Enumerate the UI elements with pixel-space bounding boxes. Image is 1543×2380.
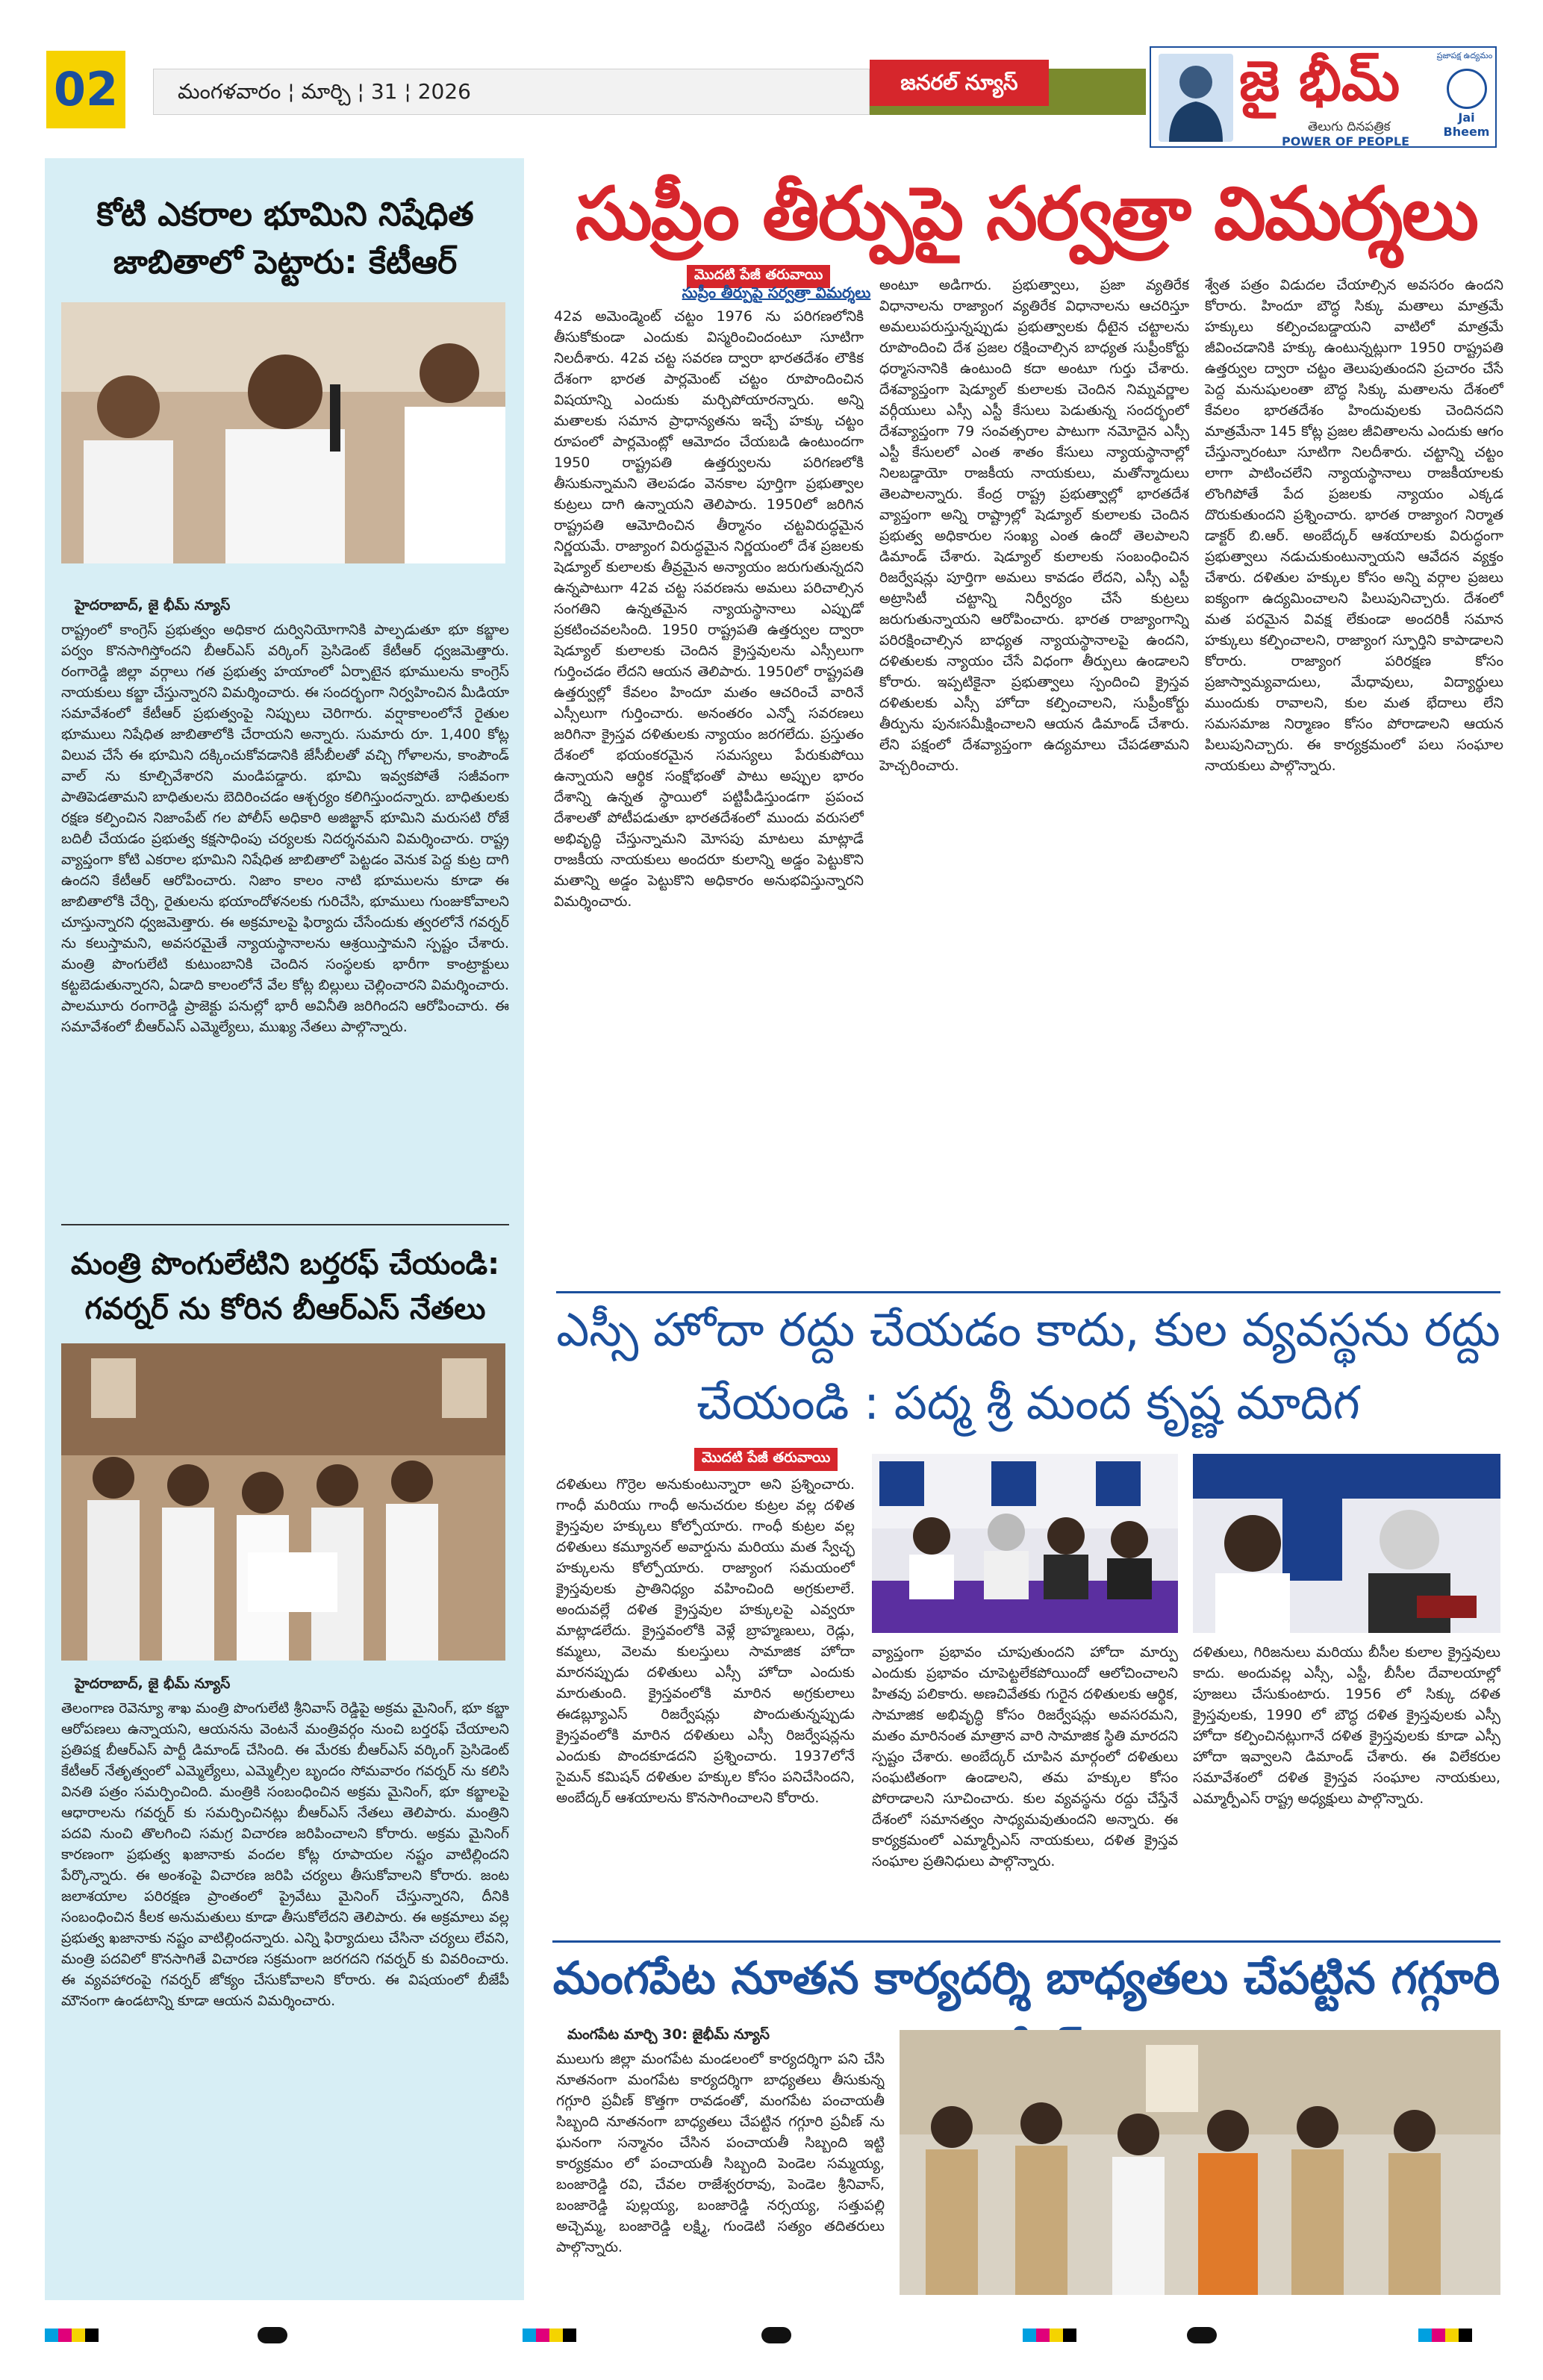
- mangapeta-headline: మంగపేట నూతన కార్యదర్శి బాధ్యతలు చేపట్టిన గగ్గూరి: [552, 1940, 1500, 2012]
- sc-article-col-1: దళితులు గొర్రెల అనుకుంటున్నారా అని ప్రశ్నించారు. గాంధీ మరియు గాంధీ అనుచరుల కుట్రల వల్ల దళిత క్రైస్తవుల హక్కులు కోల్పోయారు. గాంధీ కుట్రల వల్ల దళితులు కమ్యూనల్ అవార్డును మరియు మత స్వేచ్ఛ హక్కులను కోల్పోయారు. రాజ్యాంగ సమయంలో క్రైస్తవులకు ప్రాతినిధ్యం వహించింది అగ్రకులాలే. అందువల్లే దళిత క్రైస్తవుల హక్కులపై ఎవ్వరూ మాట్లాడలేదు. క్రైస్తవంలోకి వెళ్లే బ్రాహ్మణులు, రెడ్లు, కమ్మలు, వెలమ కులస్తులు సామాజిక హోదా మారనప్పుడు దళితులు ఎస్సీ హోదా ఎందుకు మారుతుంది. క్రైస్తవంలోకి మారిన అగ్రకులాలు ఈడబ్ల్యూఎస్ రిజర్వేషన్లు పొందుతున్నప్పుడు క్రైస్తవంలోకి మారిన దళితులు ఎస్సీ రిజర్వేషన్లను ఎందుకు పొందకూడదని ప్రశ్నించారు. 1937లోనే సైమన్ కమిషన్ దళితుల హక్కుల కోసం పనిచేసిందని, అంబేద్కర్ ఆశయాలను కొనసాగించాలని కోరారు.: [556, 1476, 855, 1806]
- masthead-english: POWER OF PEOPLE: [1282, 134, 1410, 149]
- side-article-1-byline: హైదరాబాద్, జై భీమ్ న్యూస్: [75, 597, 231, 613]
- masthead-top-small: ప్రజాపక్ష ఉద్యమం: [1436, 51, 1493, 60]
- logo-circle-icon: [1447, 69, 1487, 109]
- registration-marks: [1418, 2329, 1472, 2342]
- masthead-tagline: తెలుగు దినపత్రిక: [1308, 119, 1391, 134]
- registration-marks: [1023, 2329, 1076, 2342]
- continued-label: మొదటి పేజీ తరువాయి: [687, 265, 830, 288]
- divider: [61, 1224, 509, 1225]
- sc-article-col-3: దళితులు, గిరిజనులు మరియు బీసీల కులాల క్రైస్తవులు కాదు. అందువల్ల ఎస్సీ, ఎస్టీ, బీసీల దేవాలయాల్లో పూజలు చేసుకుంటారు. 1956 లో సిక్కు దళిత క్రైస్తవులకు, 1990 లో బౌద్ధ దళిత క్రైస్తవులకు ఎస్సీ హోదా కల్పించినట్లుగానే దళిత క్రైస్తవులకు కూడా ఎస్సీ హోదా ఇవ్వాలని డిమాండ్ చేశారు. ఈ విలేకరుల సమావేశంలో దళిత క్రైస్తవ సంఘాల నాయకులు, ఎమ్మార్పీఎస్ రాష్ట్ర అధ్యక్షులు పాల్గొన్నారు.: [1193, 1644, 1500, 1807]
- section-label: జనరల్ న్యూస్: [870, 60, 1049, 106]
- date-line: మంగళవారం ¦ మార్చి ¦ 31 ¦ 2026: [153, 69, 870, 115]
- jai-bheem-logo: [1438, 52, 1494, 139]
- crop-mark: [1187, 2327, 1217, 2343]
- side-article-2-byline: హైదరాబాద్, జై భీమ్ న్యూస్: [75, 1675, 231, 1692]
- mangapeta-byline: మంగపేట మార్చి 30: జైభీమ్ న్యూస్: [567, 2026, 770, 2043]
- side-article-1-body: రాష్ట్రంలో కాంగ్రెస్ ప్రభుత్వం అధికార దుర్వినియోగానికి పాల్పడుతూ భూ కబ్జాల పర్వం కొనసాగిస్తోందని బీఆర్ఎస్ వర్కింగ్ ప్రెసిడెంట్ కేటీఆర్ ధ్వజమెత్తారు. రంగారెడ్డి జిల్లా వర్గాలు గత ప్రభుత్వ హయాంలో ఏర్పాటైన భూములను కాంగ్రెస్ నాయకులు కబ్జా చేస్తున్నారని విమర్శించారు. ఈ సందర్భంగా నిర్వహించిన మీడియా సమావేశంలో కేటీఆర్ ప్రభుత్వంపై నిప్పులు చెరిగారు. వర్షాకాలంలోనే రైతుల భూములు నిషేధిత జాబితాలోకి చేరాయని అన్నారు. సుమారు రూ. 1,400 కోట్ల విలువ చేసే ఈ భూమిని దక్కించుకోవడానికి జేసీబీలతో వచ్చి గోళాలను, కాంపౌండ్ వాల్ ను కూల్చివేశారని మండిపడ్డారు. భూమి ఇవ్వకపోతే సజీవంగా పాతిపెడతామని బాధితులను బెదిరించడం ఆశ్చర్యం కలిగిస్తుందన్నారు. బాధితులకు రక్షణ కల్పించిన నిజాంపేట్ గల పోలీస్ అధికారి అజిజ్ఖాన్ భూమిని మరుసటి రోజే బదిలీ చేయడం ప్రభుత్వ కక్షసాధింపు చర్యలకు నిదర్శనమని విమర్శించారు. రాష్ట్ర వ్యాప్తంగా కోటి ఎకరాల భూమిని నిషేధిత జాబితాలో పెట్టడం వెనుక పెద్ద కుట్ర దాగి ఉందని కేటీఆర్ ఆరోపించారు. నిజాం కాలం నాటి భూములను కూడా ఈ జాబితాలోకి చేర్చి, రైతులను భయాందోళనలకు గురిచేసి, భూములు గుంజుకోవాలని చూస్తున్నారని ధ్వజమెత్తారు. ఈ అక్రమాలపై ఫిర్యాదు చేసేందుకు త్వరలోనే గవర్నర్ ను కలుస్తామని, అవసరమైతే న్యాయస్థానాలను ఆశ్రయిస్తామని స్పష్టం చేశారు. మంత్రి పొంగులేటి కుటుంబానికి చెందిన సంస్థలకు భారీగా కాంట్రాక్టులు కట్టబెడుతున్నారని, ఏడాది కాలంలోనే వేల కోట్ల బిల్లులు చెల్లించారని విమర్శించారు. పాలమూరు రంగారెడ్డి ప్రాజెక్టు పనుల్లో భారీ అవినీతి జరిగిందని ఆరోపించారు. ఈ సమావేశంలో బీఆర్ఎస్ ఎమ్మెల్యేలు, ముఖ్య నేతలు పాల్గొన్నారు.: [61, 622, 509, 1035]
- mangapeta-felicitation-photo: [900, 2030, 1500, 2295]
- page-number: 02: [46, 51, 125, 128]
- side-article-2-body: తెలంగాణ రెవెన్యూ శాఖ మంత్రి పొంగులేటి శ్రీనివాస్ రెడ్డిపై అక్రమ మైనింగ్, భూ కబ్జా ఆరోపణలు ఉన్నాయని, ఆయనను వెంటనే మంత్రివర్గం నుంచి బర్తరఫ్ చేయాలని ప్రతిపక్ష బీఆర్ఎస్ పార్టీ డిమాండ్ చేసింది. ఈ మేరకు బీఆర్ఎస్ వర్కింగ్ ప్రెసిడెంట్ కేటీఆర్ నేతృత్వంలో ఎమ్మెల్యేలు, ఎమ్మెల్సీల బృందం సోమవారం గవర్నర్ ను కలిసి వినతి పత్రం సమర్పించింది. మంత్రికి సంబంధించిన అక్రమ మైనింగ్, భూ కబ్జాలపై ఆధారాలను గవర్నర్ కు సమర్పించినట్లు బీఆర్ఎస్ నేతలు తెలిపారు. మంత్రిని పదవి నుంచి తొలగించి సమగ్ర విచారణ జరిపించాలని కోరారు. అక్రమ మైనింగ్ కారణంగా ప్రభుత్వ ఖజానాకు వందల కోట్ల రూపాయల నష్టం వాటిల్లిందని పేర్కొన్నారు. ఈ అంశంపై విచారణ జరిపి చర్యలు తీసుకోవాలని కోరారు. జంట జలాశయాల పరిరక్షణ ప్రాంతంలో ప్రైవేటు మైనింగ్ చేస్తున్నారని, దీనికి సంబంధించిన కీలక అనుమతులు కూడా తీసుకోలేదని తెలిపారు. ఈ అక్రమాలు వల్ల ప్రభుత్వ ఖజానాకు నష్టం వాటిల్లిందన్నారు. ఎన్ని ఫిర్యాదులు చేసినా చర్యలు లేవని, మంత్రి పదవిలో కొనసాగితే విచారణ సక్రమంగా జరగదని గవర్నర్ కు వివరించారు. ఈ వ్యవహారంపై గవర్నర్ జోక్యం చేసుకోవాలని కోరారు. ఈ విషయంలో బీజేపీ మౌనంగా ఉండటాన్ని కూడా ఆయన విమర్శించారు.: [61, 1700, 509, 2009]
- sc-continued-label: మొదటి పేజీ తరువాయి: [694, 1448, 838, 1471]
- brs-governor-photo: [61, 1343, 505, 1661]
- side-article-2-headline: మంత్రి పొంగులేటిని బర్తరఫ్ చేయండి: గవర్నర్ ను కోరిన బీఆర్ఎస్ నేతలు: [70, 1247, 500, 1326]
- ambedkar-portrait: [1159, 54, 1233, 142]
- press-club-photo-1: [872, 1454, 1178, 1633]
- sc-article-headline: ఎస్సీ హోదా రద్దు చేయడం కాదు, కుల వ్యవస్థను రద్దు చేయండి : పద్మ శ్రీ మంద కృష్ణ మాదిగ: [556, 1291, 1500, 1440]
- main-article-col-3: శ్వేత పత్రం విడుదల చేయాల్సిన అవసరం ఉందని కోరారు. హిందూ బౌద్ధ సిక్కు మతాలు మాత్రమే హక్కులు కల్పించబడ్డాయని వాటిలో మాత్రమే జీవించడానికి హక్కు ఉంటున్నట్లుగా 1950 రాష్ట్రపతి ఉత్తర్వుల ద్వారా చట్టం తెలుపుతుందని ప్రచారం చేసే పెద్ద మనుషులంతా బౌద్ధ సిక్కు మతాలను దేశంలో కేవలం భారతదేశం హిందువులకు చెందినదని మాత్రమేనా 145 కోట్ల ప్రజల జీవితాలను ఎందుకు ఆగం చేస్తున్నారంటూ సూటిగా నిలదీశారు. చట్టాన్ని చట్టం లాగా పాటించలేని న్యాయస్థానాలు రాజకీయాలకు లొంగిపోతే పేద ప్రజలకు న్యాయం ఎక్కడ దొరుకుతుందని ప్రశ్నించారు. భారత రాజ్యాంగ నిర్మాత డాక్టర్ బి.ఆర్. అంబేద్కర్ ఆశయాలకు విరుద్ధంగా ప్రభుత్వాలు నడుచుకుంటున్నాయని ఆవేదన వ్యక్తం చేశారు. దళితుల హక్కుల కోసం అన్ని వర్గాల ప్రజలు ఐక్యంగా ఉద్యమించాలని పిలుపునిచ్చారు. దేశంలో మత పరమైన వివక్ష లేకుండా అందరికీ సమాన హక్కులు కల్పించాలని, రాజ్యాంగ స్ఫూర్తిని కాపాడాలని కోరారు. రాజ్యాంగ పరిరక్షణ కోసం ప్రజాస్వామ్యవాదులు, మేధావులు, విద్యార్థులు ముందుకు రావాలని, కుల మత భేదాలు లేని సమసమాజ నిర్మాణం కోసం పోరాడాలని ఆయన పిలుపునిచ్చారు. ఈ కార్యక్రమంలో పలు సంఘాల నాయకులు పాల్గొన్నారు.: [1205, 277, 1503, 774]
- masthead: [1150, 46, 1497, 148]
- registration-marks: [45, 2329, 99, 2342]
- crop-mark: [761, 2327, 791, 2343]
- sc-article-col-2: వ్యాప్తంగా ప్రభావం చూపుతుందని హోదా మార్పు ఎందుకు ప్రభావం చూపెట్టలేకపోయిందో ఆలోచించాలని హితవు పలికారు. అణచివేతకు గురైన దళితులకు ఆర్థిక, సామాజిక అభివృద్ధి కోసం రిజర్వేషన్లు అవసరమని, మతం మారినంత మాత్రాన వారి సామాజిక స్థితి మారదని స్పష్టం చేశారు. అంబేద్కర్ చూపిన మార్గంలో దళితులు సంఘటితంగా ఉండాలని, తమ హక్కుల కోసం పోరాడాలని సూచించారు. కుల వ్యవస్థను రద్దు చేస్తేనే దేశంలో సమానత్వం సాధ్యమవుతుందని అన్నారు. ఈ కార్యక్రమంలో ఎమ్మార్పీఎస్ నాయకులు, దళిత క్రైస్తవ సంఘాల ప్రతినిధులు పాల్గొన్నారు.: [872, 1644, 1178, 1870]
- logo-text: Jai Bheem: [1443, 110, 1490, 139]
- crop-mark: [258, 2327, 287, 2343]
- side-article-1-headline: కోటి ఎకరాల భూమిని నిషేధిత జాబితాలో పెట్టారు: కేటీఆర్: [96, 196, 474, 281]
- main-article-col-1: 42వ అమెండ్మెంట్ చట్టం 1976 ను పరిగణలోనికి తీసుకోకుండా ఎందుకు విస్మరించిందంటూ సూటిగా నిలదీశారు. 42వ చట్ట సవరణ ద్వారా భారతదేశం లౌకిక దేశంగా భారత పార్లమెంట్ చట్టం రూపొందించిన విషయాన్ని ఎందుకు మర్చిపోయారన్నారు. అన్ని మతాలకు సమాన ప్రాధాన్యతను ఇచ్చే హక్కు చట్టం రూపంలో పార్లమెంట్లో ఆమోదం చేయబడి ఉంటుందగా 1950 రాష్ట్రపతి ఉత్తర్వులను పరిగణలోకి తీసుకున్నామని తెలపడం వెనకాల పూర్తిగా ప్రభుత్వాల కుట్రలు దాగి ఉన్నాయని తెలిపారు. 1950లో జరిగిన రాష్ట్రపతి ఆమోదించిన తీర్మానం చట్టవిరుద్ధమైన నిర్ణయమే. రాజ్యాంగ విరుద్ధమైన నిర్ణయంలో దేశ ప్రజలకు షెడ్యూల్ కులాలకు తీవ్రమైన అన్యాయం జరుగుతున్నదని ఉన్నపాటుగా 42వ చట్ట సవరణను అమలు పరిచాల్సిన సంగతిని ఉన్నతమైన న్యాయస్థానాలు ఎప్పుడో ప్రకటించవలసింది. 1950 రాష్ట్రపతి ఉత్తర్వుల ద్వారా షెడ్యూల్ కులాలకు చెందిన క్రైస్తవులను ఎస్సీలుగా గుర్తించడం లేదని ఆయన తెలిపారు. 1950లో రాష్ట్రపతి ఉత్తర్వుల్లో కేవలం హిందూ మతం ఆచరించే వారినే ఎస్సీలుగా గుర్తించారు. అనంతరం ఎన్నో సవరణలు జరిగినా క్రైస్తవ దళితులకు న్యాయం జరగలేదు. ప్రస్తుతం దేశంలో భయంకరమైన సమస్యలు పేరుకుపోయి ఉన్నాయని ఆర్థిక సంక్షోభంతో పాటు అప్పుల భారం దేశాన్ని ఉన్నత స్థాయిలో పట్టిపీడిస్తుండగా ప్రపంచ దేశాలతో పోటీపడుతూ భారతదేశంలో ముందు వరుసలో అభివృద్ధి చేస్తున్నామని మోసపు మాటలు మాట్లాడే రాజకీయ నాయకులు అందరూ కులాన్ని అడ్డం పెట్టుకొని మతాన్ని అడ్డం పెట్టుకొని అధికారం అనుభవిస్తున్నారని విమర్శించారు.: [554, 308, 864, 910]
- main-article-col-2: అంటూ అడిగారు. ప్రభుత్వాలు, ప్రజా వ్యతిరేక విధానాలను రాజ్యాంగ వ్యతిరేక విధానాలను ఆచరిస్తూ అమలుపరుస్తున్నప్పుడు ప్రభుత్వాలకు ధీటైన చట్టాలను రూపొందించి దేశ ప్రజల రక్షించాల్సిన బాధ్యత సుప్రీంకోర్టు ధర్మాసనానికి ఉంటుంది కదా అంటూ గుర్తు చేశారు. దేశవ్యాప్తంగా షెడ్యూల్ కులాలకు చెందిన నిమ్నవర్ణాల వర్గీయులు ఎస్సీ ఎస్టీ కేసులు పెడుతున్న సందర్భంలో దేశవ్యాప్తంగా 79 సంవత్సరాల పాటుగా నమోదైన ఎస్సీ ఎస్టీ కేసులలో ఎంత శాతం కేసులు న్యాయస్థానాల్లో నిలబడ్డాయో రాజకీయ నాయకులు, మతోన్మాదులు తెలపాలన్నారు. కేంద్ర రాష్ట్ర ప్రభుత్వాల్లో భారతదేశ వ్యాప్తంగా అన్ని రాష్ట్రాల్లో షెడ్యూల్ కులాలకు చెందిన ప్రభుత్వ అధికారుల సంఖ్య ఎంత ఉందో తెలపాలని డిమాండ్ చేశారు. షెడ్యూల్ కులాలకు సంబంధించిన రిజర్వేషన్లు పూర్తిగా అమలు కావడం లేదని, ఎస్సీ ఎస్టీ అట్రాసిటీ చట్టాన్ని నిర్వీర్యం చేసే కుట్రలు జరుగుతున్నాయని ఆరోపించారు. భారత రాజ్యాంగాన్ని పరిరక్షించాల్సిన బాధ్యత న్యాయస్థానాలపై ఉందని, దళితులకు న్యాయం చేసే విధంగా తీర్పులు ఉండాలని కోరారు. ఇప్పటికైనా ప్రభుత్వాలు స్పందించి క్రైస్తవ దళితులకు ఎస్సీ హోదా కల్పించాలని, సుప్రీంకోర్టు తీర్పును పునఃసమీక్షించాలని ఆయన డిమాండ్ చేశారు. లేని పక్షంలో దేశవ్యాప్తంగా ఉద్యమాలు చేపడతామని హెచ్చరించారు.: [879, 277, 1189, 774]
- press-club-photo-2: [1193, 1454, 1500, 1633]
- masthead-title: జై భీమ్: [1239, 49, 1400, 113]
- ktr-press-photo: [61, 302, 505, 563]
- registration-marks: [523, 2329, 576, 2342]
- mangapeta-body: ములుగు జిల్లా మంగపేట మండలంలో కార్యదర్శిగా పని చేసి నూతనంగా మంగపేట కార్యదర్శిగా బాధ్యతలు తీసుకున్న గగ్గూరి ప్రవీణ్ కొత్తగా రావడంతో, మంగపేట పంచాయతీ సిబ్బంది నూతనంగా బాధ్యతలు చేపట్టిన గగ్గూరి ప్రవీణ్ ను ఘనంగా సన్మానం చేసిన పంచాయతీ సిబ్బంది ఇట్టి కార్యక్రమం లో పంచాయతీ సిబ్బంది పెండెల సమ్మయ్య, బంజారెడ్డి రవి, చేవల రాజేశ్వరరావు, పెండెల శ్రీనివాస్, బంజారెడ్డి పుల్లయ్య, బంజారెడ్డి నర్సయ్య, సత్తుపల్లి అచ్చెమ్మ, బంజారెడ్డి లక్ష్మి, గుండెటి సత్యం తదితరులు పాల్గొన్నారు.: [556, 2051, 885, 2255]
- main-headline: సుప్రీం తీర్పుపై సర్వత్రా విమర్శలు: [575, 172, 1478, 257]
- sub-label: సుప్రీం తీర్పుపై సర్వత్రా విమర్శలు: [682, 284, 871, 302]
